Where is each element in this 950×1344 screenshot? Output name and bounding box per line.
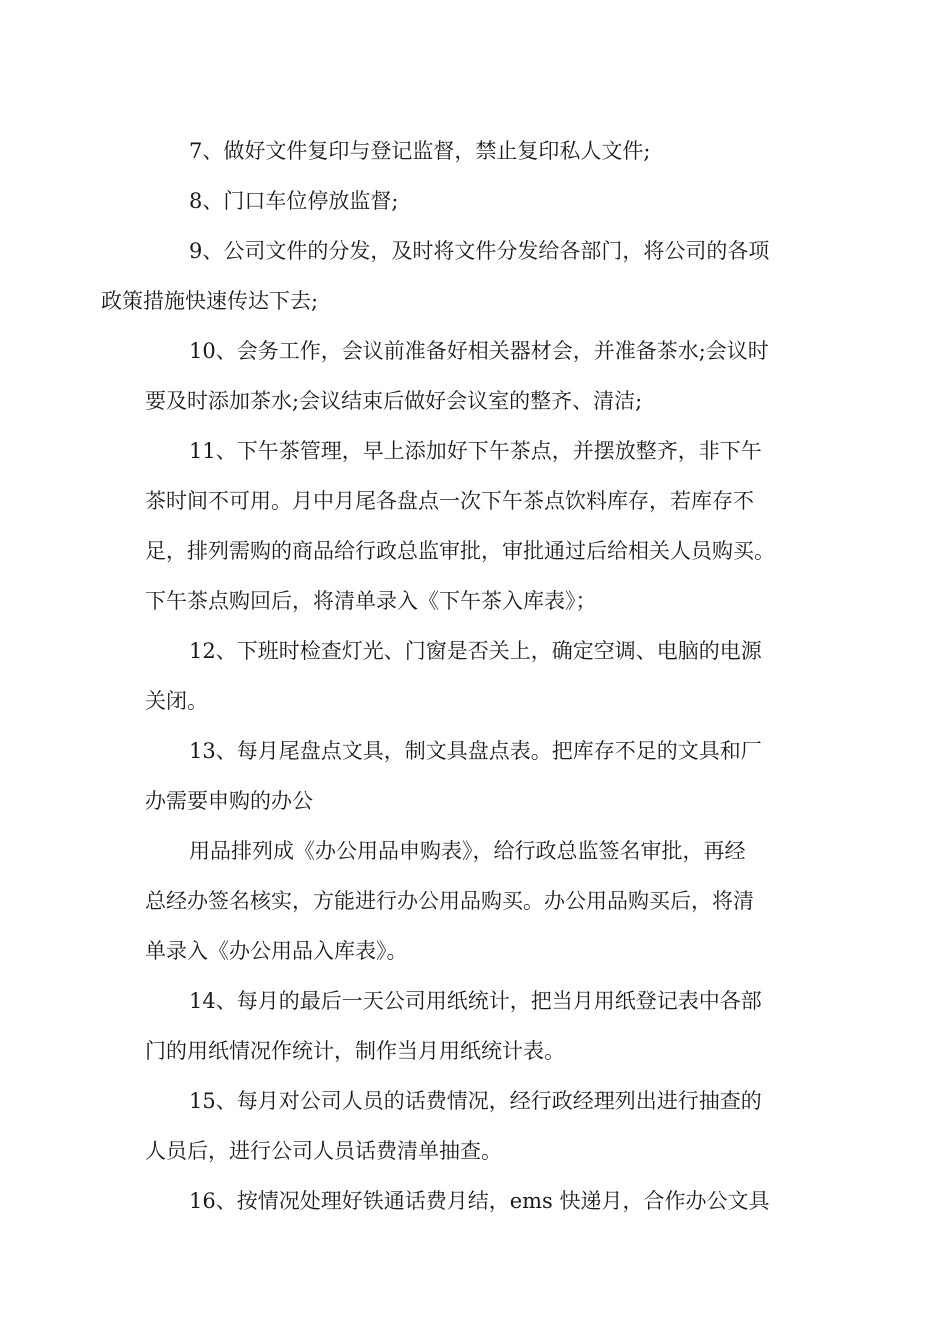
paragraph-line: 16、按情况处理好铁通话费月结，ems 快递月，合作办公文具 — [189, 1189, 770, 1213]
paragraph-line: 10、会务工作，会议前准备好相关器材会，并准备茶水;会议时 — [189, 339, 769, 363]
paragraph-line: 9、公司文件的分发，及时将文件分发给各部门，将公司的各项 — [189, 239, 770, 263]
paragraph-line: 办需要申购的办公 — [145, 789, 313, 813]
paragraph-line: 总经办签名核实，方能进行办公用品购买。办公用品购买后，将清 — [145, 889, 754, 913]
paragraph-line: 单录入《办公用品入库表》。 — [145, 939, 408, 963]
paragraph-line: 要及时添加茶水;会议结束后做好会议室的整齐、清洁; — [145, 389, 643, 413]
paragraph-line: 15、每月对公司人员的话费情况，经行政经理列出进行抽查的 — [189, 1089, 762, 1113]
document-body — [101, 126, 810, 1226]
paragraph-7 — [145, 126, 810, 176]
paragraph-line: 用品排列成《办公用品申购表》，给行政总监签名审批，再经 — [189, 839, 746, 863]
paragraph-13 — [145, 726, 810, 826]
paragraph-line: 8、门口车位停放监督; — [189, 189, 399, 213]
paragraph-line: 11、下午茶管理，早上添加好下午茶点，并摆放整齐，非下午 — [189, 439, 762, 463]
paragraph-12 — [145, 626, 810, 726]
paragraph-9 — [101, 226, 810, 326]
paragraph-line: 人员后，进行公司人员话费清单抽查。 — [145, 1139, 502, 1163]
paragraph-11 — [145, 426, 810, 626]
paragraph-line: 14、每月的最后一天公司用纸统计，把当月用纸登记表中各部 — [189, 989, 762, 1013]
paragraph-13-continued — [145, 826, 810, 976]
paragraph-line: 13、每月尾盘点文具，制文具盘点表。把库存不足的文具和厂 — [189, 739, 762, 763]
paragraph-line: 关闭。 — [145, 689, 208, 713]
paragraph-line: 门的用纸情况作统计，制作当月用纸统计表。 — [145, 1039, 565, 1063]
paragraph-line: 7、做好文件复印与登记监督，禁止复印私人文件; — [189, 139, 651, 163]
paragraph-line: 12、下班时检查灯光、门窗是否关上，确定空调、电脑的电源 — [189, 639, 762, 663]
paragraph-14 — [145, 976, 810, 1076]
paragraph-line: 足，排列需购的商品给行政总监审批，审批通过后给相关人员购买。 — [145, 539, 775, 563]
paragraph-15 — [145, 1076, 810, 1176]
paragraph-line: 茶时间不可用。月中月尾各盘点一次下午茶点饮料库存，若库存不 — [145, 489, 754, 513]
paragraph-line: 政策措施快速传达下去; — [101, 289, 319, 313]
paragraph-line: 下午茶点购回后，将清单录入《下午茶入库表》； — [145, 589, 597, 613]
paragraph-10 — [145, 326, 810, 426]
paragraph-16 — [145, 1176, 810, 1226]
paragraph-8 — [145, 176, 810, 226]
